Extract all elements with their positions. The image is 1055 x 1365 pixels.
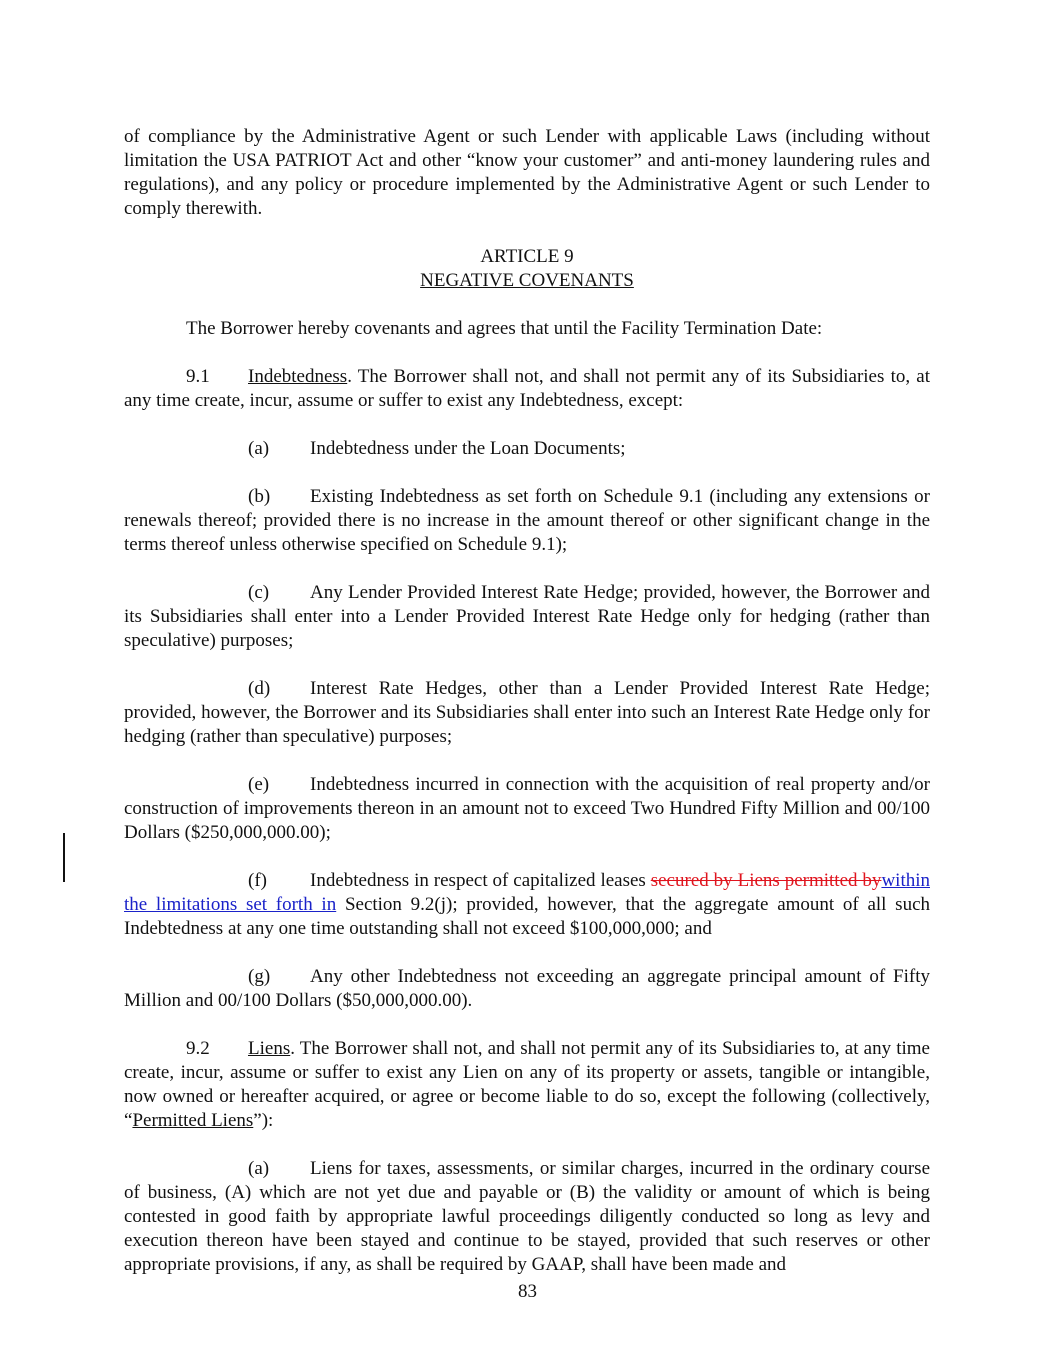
article-title-text: NEGATIVE COVENANTS	[420, 270, 634, 291]
clause-9-1-d	[124, 677, 930, 749]
clause-9-1-a	[124, 437, 930, 461]
section-9-2	[124, 1037, 930, 1133]
clause-text: Existing Indebtedness as set forth on Schedule 9.1 (including any extensions or renewals thereof; provided there is no increase in the amount thereof or other significant change in the terms thereof unless otherwise specified on Schedule 9.1);	[124, 486, 930, 555]
document-page	[124, 125, 930, 1277]
inserted-text: within the limitations set forth in	[124, 870, 930, 915]
article-title	[124, 269, 930, 293]
clause-9-1-f	[124, 869, 930, 941]
revision-change-bar	[63, 833, 65, 882]
page-number: 83	[518, 1281, 537, 1302]
clause-text: Liens for taxes, assessments, or similar charges, incurred in the ordinary course of business, (A) which are not yet due and payable or (B) the validity or amount of which is being contested in good faith by appropriate lawful proceedings diligently conducted so long as levy and execution thereon have been stayed and continue to be stayed, provided that such reserves or other appropriate provisions, if any, as shall be required by GAAP, shall have been made and	[124, 1158, 930, 1275]
lead-paragraph: The Borrower hereby covenants and agrees that until the Facility Termination Date:	[186, 318, 823, 339]
intro-paragraph: of compliance by the Administrative Agent or such Lender with applicable Laws (including without limitation the USA PATRIOT Act and other “know your customer” and anti-money laundering rules and regulations), and any policy or procedure implemented by the Administrative Agent or such Lender to comply therewith.	[124, 126, 930, 219]
section-text: . The Borrower shall not, and shall not permit any of its Subsidiaries to, at any time create, incur, assume or suffer to exist any Indebtedness, except:	[124, 366, 930, 411]
clause-9-1-c	[124, 581, 930, 653]
section-9-1	[124, 365, 930, 413]
section-text: . The Borrower shall not, and shall not permit any of its Subsidiaries to, at any time create, incur, assume or suffer to exist any Lien on any of its property or assets, tangible or intangible, now owned or hereafter acquired, or agree or become liable to do so, except the following (collectively, “	[124, 1038, 930, 1131]
clause-label: (f)	[248, 870, 267, 891]
clause-9-1-b	[124, 485, 930, 557]
clause-label: (e)	[248, 774, 270, 795]
clause-9-1-g	[124, 965, 930, 1013]
clause-text: Any other Indebtedness not exceeding an aggregate principal amount of Fifty Million and 00/100 Dollars ($50,000,000.00).	[124, 966, 930, 1011]
deleted-text: secured by Liens permitted by	[650, 870, 882, 891]
clause-text-continued: Section 9.2(j); provided, however, that the aggregate amount of all such Indebtedness at any one time outstanding shall not exceed $100,000,000; and	[124, 894, 931, 939]
clause-text: Indebtedness under the Loan Documents;	[310, 438, 626, 459]
section-number: 9.1	[186, 366, 210, 387]
clause-9-1-e	[124, 773, 930, 845]
section-text-close: ”):	[253, 1110, 274, 1131]
defined-term: Permitted Liens	[132, 1110, 254, 1131]
clause-label: (c)	[248, 582, 270, 603]
section-title: Indebtedness	[248, 366, 348, 387]
clause-label: (b)	[248, 486, 271, 507]
clause-text: Indebtedness in respect of capitalized leases	[310, 870, 651, 891]
clause-label: (g)	[248, 966, 271, 987]
clause-label: (a)	[248, 438, 270, 459]
clause-label: (a)	[248, 1158, 270, 1179]
article-number: ARTICLE 9	[480, 246, 574, 267]
clause-label: (d)	[248, 678, 271, 699]
clause-text: Indebtedness incurred in connection with the acquisition of real property and/or construction of improvements thereon in an amount not to exceed Two Hundred Fifty Million and 00/100 Dollars ($250,000,000.00);	[124, 774, 930, 843]
clause-text: Any Lender Provided Interest Rate Hedge; provided, however, the Borrower and its Subsidiaries shall enter into a Lender Provided Interest Rate Hedge only for hedging (rather than speculative) purposes;	[124, 582, 930, 651]
clause-9-2-a	[124, 1157, 930, 1277]
clause-text: Interest Rate Hedges, other than a Lender Provided Interest Rate Hedge; provided, however, the Borrower and its Subsidiaries shall enter into such an Interest Rate Hedge only for hedging (rather than speculative) purposes;	[124, 678, 930, 747]
section-title: Liens	[248, 1038, 291, 1059]
section-number: 9.2	[186, 1038, 210, 1059]
